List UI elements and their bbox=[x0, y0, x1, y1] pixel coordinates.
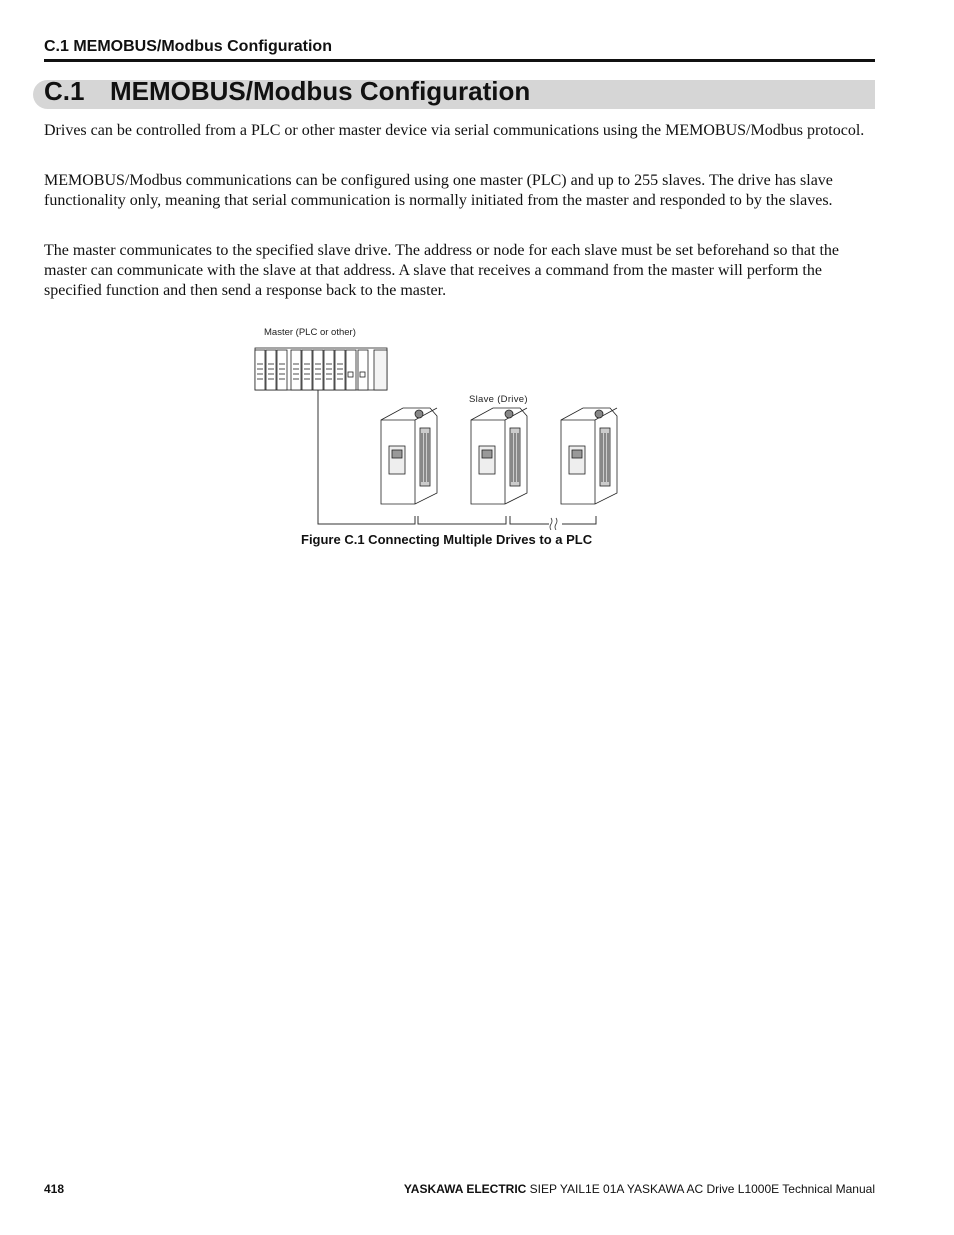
footer-brand: YASKAWA ELECTRIC bbox=[403, 1182, 527, 1196]
paragraph-master-slave: MEMOBUS/Modbus communications can be configured using one master (PLC) and up to 255 slaves. The drive has slave functionality only, meaning that serial communication is normally initiated from the master and responded to by the slaves. bbox=[44, 172, 833, 209]
plc-module-slot bbox=[346, 350, 356, 390]
slave-label: Slave (Drive) bbox=[469, 394, 528, 405]
section-title-text: MEMOBUS/Modbus Configuration bbox=[110, 76, 531, 106]
slave-drive-1 bbox=[381, 408, 437, 504]
master-label: Master (PLC or other) bbox=[264, 327, 356, 338]
running-header: C.1 MEMOBUS/Modbus Configuration bbox=[44, 38, 332, 55]
plc-module-slot bbox=[358, 350, 368, 390]
section-title bbox=[44, 76, 530, 107]
plc-rack bbox=[255, 348, 387, 390]
figure-caption: Figure C.1 Connecting Multiple Drives to a PLC bbox=[301, 532, 593, 547]
cable-break-icon bbox=[550, 518, 557, 530]
plc-module-slot bbox=[291, 350, 301, 390]
plc-module-slot bbox=[255, 350, 265, 390]
page-number: 418 bbox=[44, 1182, 65, 1196]
plc-module-slot bbox=[324, 350, 334, 390]
plc-module-slot bbox=[313, 350, 323, 390]
communication-cable bbox=[318, 390, 596, 524]
paragraph-intro: Drives can be controlled from a PLC or other master device via serial communications using the MEMOBUS/Modbus protocol. bbox=[44, 122, 865, 139]
slave-drive-2 bbox=[471, 408, 527, 504]
plc-indicator bbox=[360, 372, 365, 377]
footer-manual-info bbox=[404, 1182, 875, 1196]
plc-module-slot bbox=[302, 350, 312, 390]
section-number: C.1 bbox=[44, 76, 85, 106]
network-diagram bbox=[250, 320, 640, 530]
paragraph-addressing: The master communicates to the specified slave drive. The address or node for each slave must be set beforehand so that the master can communicate with the slave at that address. A slave that receives a command from the master will perform the specified function and then send a response back to the master. bbox=[44, 242, 839, 299]
footer-manual-title: SIEP YAIL1E 01A YASKAWA AC Drive L1000E Technical Manual bbox=[526, 1182, 875, 1196]
header-rule bbox=[44, 59, 875, 62]
plc-module-slot bbox=[335, 350, 345, 390]
plc-module-slot bbox=[277, 350, 287, 390]
slave-drive-3 bbox=[561, 408, 617, 504]
plc-module-slot bbox=[266, 350, 276, 390]
plc-indicator bbox=[348, 372, 353, 377]
